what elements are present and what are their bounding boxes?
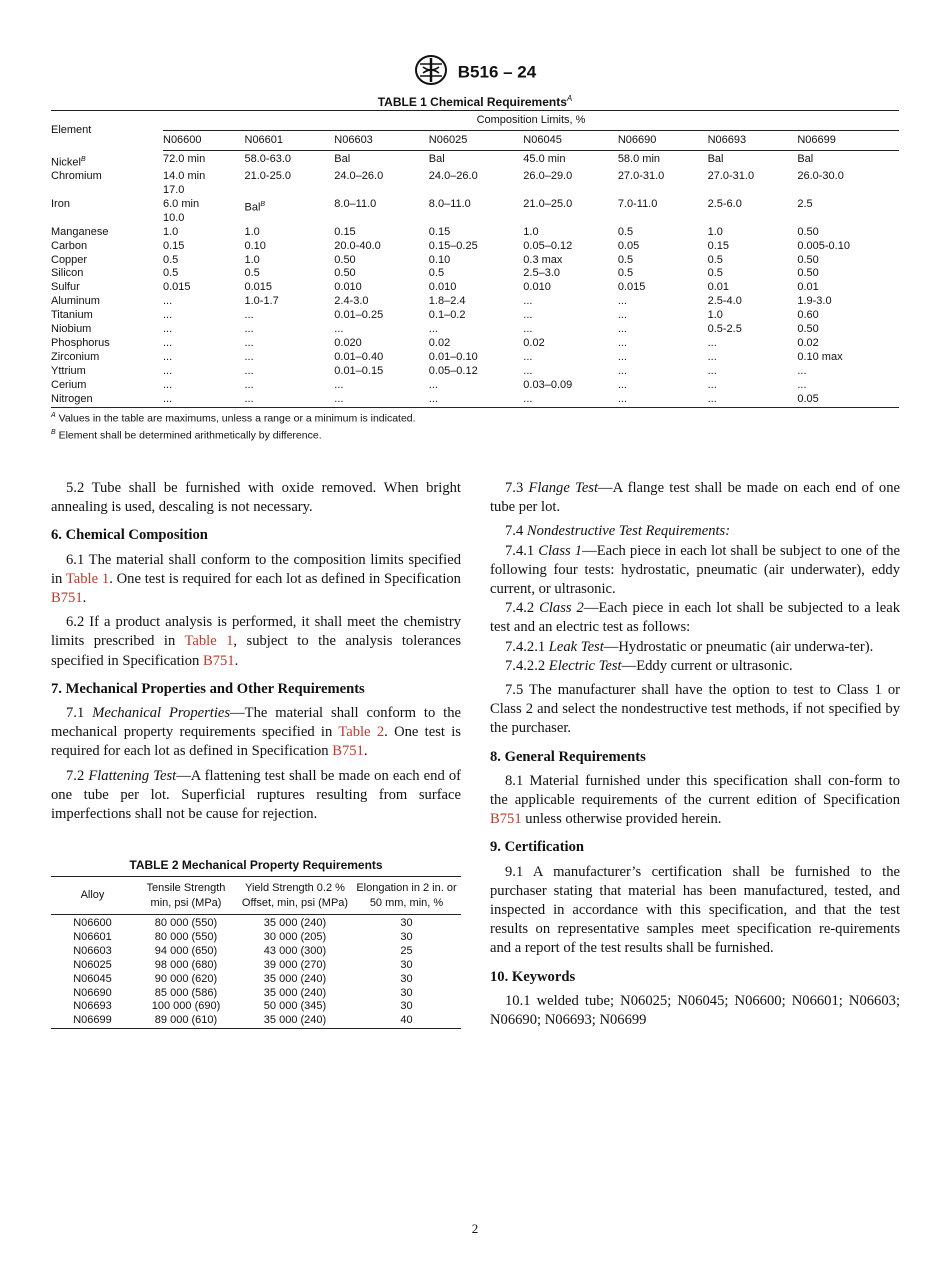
value-cell: 0.50 <box>797 253 819 266</box>
table-row <box>51 987 461 1001</box>
value-cell: 45.0 min <box>523 153 566 165</box>
value-cell: Bal <box>797 153 814 165</box>
section-7-2: 7.2 Flattening Test—A flattening test shall be made on each end of one tube per lot. Superficial ruptures resulting from surface imperfections shall not be cause for rejection. <box>51 767 461 823</box>
column-header: Yield Strength 0.2 % Offset, min, psi (MPa) <box>238 877 352 915</box>
section-8-heading: 8. General Requirements <box>490 748 646 765</box>
section-7-heading: 7. Mechanical Properties and Other Requirements <box>51 680 365 697</box>
table-cell: N06603 <box>73 944 112 957</box>
element-name: Nitrogen <box>51 392 93 405</box>
value-cell: 0.15 <box>707 239 729 252</box>
section-7-3: 7.3 Flange Test—A flange test shall be made on each end of one tube per lot. <box>490 480 900 516</box>
element-cell <box>51 198 163 226</box>
table-cell: 35 000 (240) <box>263 1014 327 1027</box>
value-cell: 0.02 <box>797 336 819 349</box>
value-cell: 26.0–29.0 <box>523 170 573 183</box>
value-cell: ... <box>797 364 807 377</box>
value-cell: 0.10 <box>244 239 266 252</box>
element-cell <box>51 309 163 323</box>
element-name: Phosphorus <box>51 336 110 349</box>
value-cell: ... <box>163 350 173 363</box>
section-7-4-1: 7.4.1 Class 1—Each piece in each lot shall be subject to one of the following four tests: hydrostatic, pneumatic (air underwater), eddy current, or ultrasonic. <box>490 542 901 598</box>
table-row <box>51 198 899 226</box>
element-name: Copper <box>51 253 88 266</box>
value-cell: 2.5-6.0 <box>707 197 742 210</box>
table1-footnote-a <box>51 409 416 426</box>
table-row <box>51 281 899 295</box>
page-number: 2 <box>471 1221 479 1236</box>
footnote-mark: B <box>80 155 86 163</box>
table-cell: 30 <box>400 958 413 971</box>
value-cell: 0.020 <box>334 336 362 349</box>
value-cell: ... <box>617 336 627 349</box>
table-cell: 80 000 (550) <box>154 917 218 929</box>
value-cell: 0.15–0.25 <box>428 239 478 252</box>
table-row <box>51 267 899 281</box>
section-7-1: 7.1 Mechanical Properties—The material shall conform to the mechanical property requirements specified in Table 2. One test is required for each lot as defined in Specification B751. <box>51 705 462 760</box>
table-cell: 30 <box>400 972 413 985</box>
element-name: Manganese <box>51 225 109 238</box>
table1-footnote-b <box>51 426 416 443</box>
value-cell: ... <box>707 364 717 377</box>
table-row <box>51 931 461 945</box>
table-cell: 50 000 (345) <box>263 1000 327 1013</box>
value-cell: 0.05–0.12 <box>428 364 478 377</box>
section-10-1: 10.1 welded tube; N06025; N06045; N06600; N06601; N06603; N06690; N06693; N06699 <box>490 992 900 1029</box>
table-row <box>51 379 899 393</box>
value-cell: 0.02 <box>428 336 451 349</box>
value-cell: 72.0 min <box>163 153 206 165</box>
element-name: Niobium <box>51 323 92 336</box>
table-cell: 30 <box>400 917 413 929</box>
table1-caption-footnote-mark: A <box>566 94 573 103</box>
section-6-2: 6.2 If a product analysis is performed, it shall meet the chemistry limits prescribed in Table 1, subject to the analysis tolerances specified in Specification B751. <box>51 614 461 669</box>
element-cell <box>51 267 163 281</box>
value-cell: ... <box>244 364 254 377</box>
value-cell: 27.0-31.0 <box>617 170 665 183</box>
table-row <box>51 1000 461 1014</box>
value-cell: 7.0-11.0 <box>617 197 658 210</box>
table1-link[interactable]: Table 1 <box>65 570 110 587</box>
element-name: Silicon <box>51 267 84 280</box>
page-header <box>0 54 950 91</box>
standard-designation: B516 – 24 <box>457 62 537 82</box>
table-cell: 40 <box>400 1014 413 1027</box>
table-row <box>51 170 899 198</box>
table-row <box>51 337 899 351</box>
value-cell: ... <box>523 364 533 377</box>
value-cell: 14.0 min 17.0 <box>163 170 206 196</box>
value-cell: 0.3 max <box>523 253 563 266</box>
value-cell: 0.01 <box>707 281 729 294</box>
table-cell: N06693 <box>73 1000 112 1013</box>
value-cell: Bal <box>428 153 445 165</box>
value-cell: ... <box>707 392 717 405</box>
value-cell: 8.0–11.0 <box>334 197 377 210</box>
table2-caption: TABLE 2 Mechanical Property Requirements <box>129 858 383 872</box>
value-cell: ... <box>163 392 173 405</box>
element-cell <box>51 240 163 254</box>
value-cell: ... <box>617 350 627 363</box>
value-cell: 0.15 <box>334 225 356 238</box>
value-cell: ... <box>163 364 173 377</box>
value-cell: 0.10 <box>428 253 451 266</box>
section-9-1: 9.1 A manufacturer’s certification shall be furnished to the purchaser stating that material has been manufactured, tested, and inspected in accordance with this specification, and that the test results on representative samples meet specification re-quirements and a report of the test results shall be furnished. <box>490 863 900 957</box>
table-cell: N06600 <box>73 917 112 929</box>
value-cell: 0.015 <box>163 281 191 294</box>
element-cell <box>51 151 163 171</box>
value-cell: ... <box>244 309 254 322</box>
table-cell: 35 000 (240) <box>263 972 327 985</box>
alloy-header: N06603 <box>334 131 429 151</box>
value-cell: 0.60 <box>797 309 819 322</box>
element-cell <box>51 351 163 365</box>
value-cell: 0.01 <box>797 281 819 294</box>
table-cell: N06601 <box>73 930 112 943</box>
value-cell: 0.5 <box>617 225 634 238</box>
element-cell <box>51 393 163 408</box>
section-7-4-2-1: 7.4.2.1 Leak Test—Hydrostatic or pneumatic (air underwa-ter). <box>505 638 874 655</box>
value-cell: 2.5-4.0 <box>707 295 742 308</box>
value-cell: 0.50 <box>334 267 356 280</box>
footnote-mark: B <box>51 429 56 436</box>
value-cell: ... <box>523 392 533 405</box>
value-cell: 26.0-30.0 <box>797 170 844 183</box>
value-cell: 0.01–0.25 <box>334 309 384 322</box>
table-row <box>51 323 899 337</box>
value-cell: ... <box>163 323 173 336</box>
section-5-2: 5.2 Tube shall be furnished with oxide removed. When bright annealing is used, descaling is not necessary. <box>51 480 461 516</box>
table-cell: N06690 <box>73 986 112 999</box>
element-name: Nickel <box>51 156 81 169</box>
value-cell: 0.1–0.2 <box>428 309 466 322</box>
element-cell <box>51 254 163 268</box>
table1-link[interactable]: Table 1 <box>184 633 234 650</box>
table-cell: 89 000 (610) <box>154 1014 218 1027</box>
value-cell: ... <box>707 378 717 391</box>
value-cell: 0.03–0.09 <box>523 378 573 391</box>
table-cell: 94 000 (650) <box>154 944 218 957</box>
element-cell <box>51 365 163 379</box>
footnote-text: Values in the table are maximums, unless a range or a minimum is indicated. <box>58 412 416 425</box>
value-cell: ... <box>163 295 173 308</box>
table-row <box>51 254 899 268</box>
value-cell: 0.015 <box>617 281 646 294</box>
table-cell: 80 000 (550) <box>154 930 218 943</box>
value-cell: 20.0-40.0 <box>334 239 381 252</box>
footnote-text: Element shall be determined arithmetically by difference. <box>58 429 322 442</box>
value-cell: 1.9-3.0 <box>797 295 832 308</box>
table-cell: 35 000 (240) <box>263 917 327 929</box>
table-row <box>51 393 899 408</box>
value-cell: 6.0 min 10.0 <box>163 197 200 224</box>
value-cell: 8.0–11.0 <box>428 197 471 210</box>
value-cell: 0.01–0.40 <box>334 350 384 363</box>
element-name: Iron <box>51 197 70 210</box>
chemical-requirements-table <box>51 110 899 408</box>
section-7-5: 7.5 The manufacturer shall have the option to test to Class 1 or Class 2 and select the nondestructive test methods, if not specified by the purchaser. <box>490 682 900 737</box>
value-cell: 0.015 <box>244 281 273 294</box>
value-cell: 1.8–2.4 <box>428 295 466 308</box>
table-row <box>51 226 899 240</box>
astm-logo-icon <box>414 54 448 91</box>
value-cell: 58.0 min <box>617 153 661 165</box>
element-cell <box>51 226 163 240</box>
element-cell <box>51 379 163 393</box>
value-cell: 0.010 <box>523 281 551 294</box>
value-cell: 0.15 <box>428 225 451 238</box>
value-cell: 0.05 <box>617 239 640 252</box>
value-cell: ... <box>163 309 173 322</box>
composition-limits-header: Composition Limits, % <box>163 111 899 131</box>
section-9-heading: 9. Certification <box>490 839 585 856</box>
element-name: Sulfur <box>51 281 80 294</box>
value-cell: ... <box>617 364 627 377</box>
section-7-4-2-2: 7.4.2.2 Electric Test—Eddy current or ultrasonic. <box>505 657 793 674</box>
value-cell: 0.50 <box>797 267 819 280</box>
value-cell: 27.0-31.0 <box>707 170 755 183</box>
value-cell: 0.50 <box>797 225 819 238</box>
value-cell: 0.05–0.12 <box>523 239 573 252</box>
value-cell: ... <box>523 323 533 336</box>
value-cell: ... <box>617 309 627 322</box>
value-cell: 58.0-63.0 <box>244 153 291 165</box>
table-row <box>51 365 899 379</box>
table-cell: N06699 <box>73 1014 112 1027</box>
element-cell <box>51 323 163 337</box>
value-cell: 2.5 <box>797 197 813 210</box>
value-cell: ... <box>523 295 533 308</box>
value-cell: 0.50 <box>797 323 819 336</box>
table1-footnotes <box>51 409 416 443</box>
table-cell: 30 000 (205) <box>263 930 327 943</box>
value-cell: ... <box>334 392 344 405</box>
value-cell: 1.0 <box>523 225 539 238</box>
table-row <box>51 351 899 365</box>
value-cell: ... <box>244 350 254 363</box>
alloy-header: N06025 <box>429 131 524 151</box>
value-cell: Bal$^B$ <box>244 200 266 214</box>
value-cell: Bal <box>707 153 724 165</box>
value-cell: 0.5 <box>163 267 179 280</box>
value-cell: ... <box>334 323 344 336</box>
value-cell: ... <box>244 378 254 391</box>
value-cell: ... <box>428 323 438 336</box>
alloy-header: N06601 <box>245 131 335 151</box>
b751-link[interactable]: B751 <box>332 743 364 760</box>
column-header: Tensile Strength min, psi (MPa) <box>134 877 238 915</box>
table-cell: 100 000 (690) <box>151 1000 221 1013</box>
element-name: Yttrium <box>51 364 86 377</box>
value-cell: ... <box>617 392 627 405</box>
table-row <box>51 973 461 987</box>
value-cell: 0.5 <box>617 253 634 266</box>
value-cell: 0.5 <box>707 267 723 280</box>
b751-link[interactable]: B751 <box>202 652 235 669</box>
section-8-1: 8.1 Material furnished under this specification shall con-form to the applicable requirements of the current edition of Specification B751 unless otherwise provided herein. <box>490 772 900 828</box>
table-cell: 30 <box>400 930 413 943</box>
value-cell: 0.01–0.15 <box>334 364 384 377</box>
table1-caption <box>0 94 950 109</box>
element-name: Aluminum <box>51 295 100 308</box>
column-header: Alloy <box>51 877 134 915</box>
value-cell: ... <box>617 323 627 336</box>
value-cell: ... <box>428 378 438 391</box>
value-cell: 24.0–26.0 <box>428 170 478 183</box>
value-cell: 0.5-2.5 <box>707 323 742 336</box>
alloy-header: N06045 <box>523 131 618 151</box>
value-cell: 0.10 max <box>797 350 843 363</box>
b751-link[interactable]: B751 <box>51 590 83 607</box>
element-cell <box>51 281 163 295</box>
table1-caption-text: TABLE 1 Chemical Requirements <box>377 95 567 109</box>
table-row <box>51 295 899 309</box>
value-cell: 0.010 <box>428 281 457 294</box>
value-cell: 0.5 <box>428 267 445 280</box>
element-cell <box>51 170 163 198</box>
value-cell: 0.02 <box>523 336 545 349</box>
element-name: Cerium <box>51 378 87 391</box>
table-cell: 90 000 (620) <box>154 972 218 985</box>
table-cell: 30 <box>400 986 413 999</box>
value-cell: 24.0–26.0 <box>334 170 384 183</box>
value-cell: 1.0 <box>163 225 179 238</box>
element-name: Titanium <box>51 309 93 322</box>
value-cell: ... <box>523 350 533 363</box>
table-cell: N06025 <box>73 958 112 971</box>
value-cell: ... <box>707 350 717 363</box>
alloy-header: N06600 <box>163 131 245 151</box>
value-cell: 0.50 <box>334 253 356 266</box>
value-cell: ... <box>617 378 627 391</box>
value-cell: ... <box>428 392 438 405</box>
value-cell: ... <box>244 392 254 405</box>
value-cell: 0.01–0.10 <box>428 350 478 363</box>
element-name: Chromium <box>51 170 102 183</box>
value-cell: ... <box>523 309 533 322</box>
table-row <box>51 240 899 254</box>
value-cell: ... <box>617 295 627 308</box>
value-cell: ... <box>244 323 254 336</box>
value-cell: 1.0 <box>707 225 723 238</box>
value-cell: 0.005-0.10 <box>797 239 850 252</box>
alloy-header: N06690 <box>618 131 708 151</box>
value-cell: ... <box>334 378 344 391</box>
value-cell: 1.0 <box>244 253 260 266</box>
section-7-4-2: 7.4.2 Class 2—Each piece in each lot shall be subjected to a leak test and an electric test as follows: <box>490 600 900 636</box>
value-cell: ... <box>163 378 173 391</box>
element-header: Element <box>51 123 92 136</box>
table-cell: 35 000 (240) <box>263 986 327 999</box>
column-header: Elongation in 2 in. or 50 mm, min, % <box>352 877 461 915</box>
table-row <box>51 151 899 171</box>
table-cell: 43 000 (300) <box>263 944 327 957</box>
value-cell: ... <box>244 336 254 349</box>
table-row <box>51 1014 461 1028</box>
value-cell: ... <box>797 378 807 391</box>
value-cell: 21.0-25.0 <box>244 170 291 183</box>
table-cell: 39 000 (270) <box>263 958 327 971</box>
table-cell: 30 <box>400 1000 413 1013</box>
value-cell: 0.5 <box>707 253 723 266</box>
footnote-mark: A <box>51 412 56 419</box>
alloy-header: N06693 <box>708 131 798 151</box>
table2-link[interactable]: Table 2 <box>338 724 385 741</box>
left-column <box>51 479 461 829</box>
table-cell: 85 000 (586) <box>154 986 218 999</box>
element-name: Carbon <box>51 239 88 252</box>
value-cell: 0.5 <box>163 253 179 266</box>
table-row <box>51 959 461 973</box>
section-7-4: 7.4 Nondestructive Test Requirements: <box>505 523 731 540</box>
mechanical-property-table <box>51 876 461 1029</box>
table-row <box>51 945 461 959</box>
value-cell: 1.0-1.7 <box>244 295 279 308</box>
value-cell: ... <box>707 336 717 349</box>
value-cell: Bal <box>334 153 351 165</box>
table-cell: 25 <box>400 944 413 957</box>
section-10-heading: 10. Keywords <box>490 968 576 985</box>
value-cell: 0.5 <box>617 267 634 280</box>
element-cell <box>51 295 163 309</box>
value-cell: ... <box>163 336 173 349</box>
value-cell: 1.0 <box>244 225 260 238</box>
element-name: Zirconium <box>51 350 100 363</box>
value-cell: 0.5 <box>244 267 260 280</box>
value-cell: 2.4-3.0 <box>334 295 369 308</box>
section-6-1: 6.1 The material shall conform to the composition limits specified in Table 1. One test is required for each lot as defined in Specification B751. <box>51 551 461 607</box>
table-cell: N06045 <box>73 972 112 985</box>
b751-link[interactable]: B751 <box>490 811 522 828</box>
value-cell: 0.010 <box>334 281 362 294</box>
alloy-header: N06699 <box>797 131 899 151</box>
element-cell <box>51 337 163 351</box>
table-cell: 98 000 (680) <box>154 958 218 971</box>
table-row <box>51 915 461 931</box>
right-column <box>490 479 900 1035</box>
value-cell: 0.05 <box>797 392 819 405</box>
value-cell: 1.0 <box>707 309 723 322</box>
value-cell: 21.0–25.0 <box>523 197 573 210</box>
value-cell: 0.15 <box>163 239 185 252</box>
table-row <box>51 309 899 323</box>
section-6-heading: 6. Chemical Composition <box>51 527 208 544</box>
value-cell: 2.5–3.0 <box>523 267 560 280</box>
